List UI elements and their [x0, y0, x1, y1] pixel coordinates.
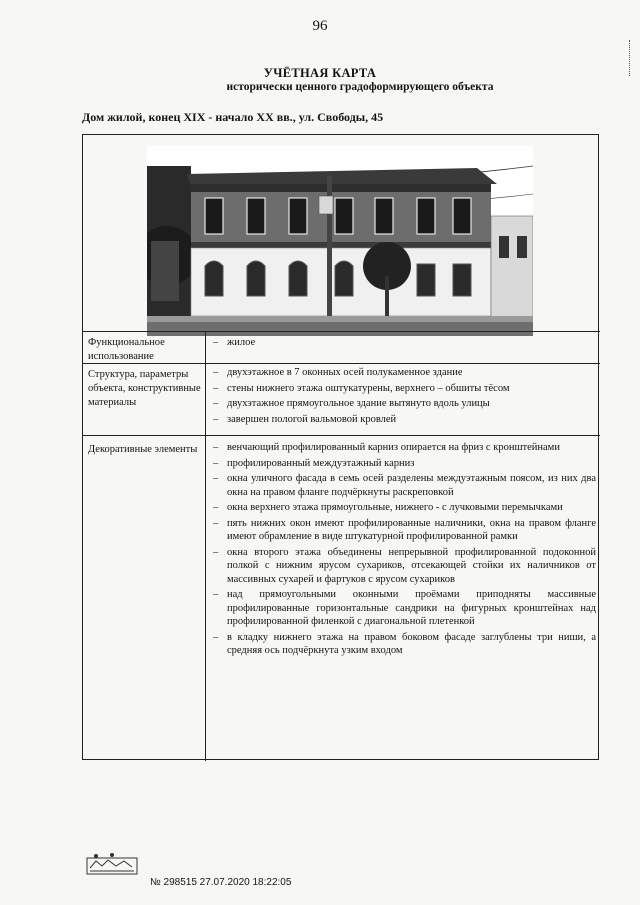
bullet: –	[213, 631, 219, 643]
list-item: – жилое	[213, 337, 256, 348]
bullet: –	[213, 413, 219, 425]
bullet: –	[213, 473, 219, 484]
bullet: –	[213, 546, 219, 558]
bullet: –	[213, 502, 219, 513]
bullet: –	[213, 398, 219, 409]
stamp-icon	[86, 852, 138, 876]
bullet: –	[213, 517, 219, 529]
object-heading: Дом жилой, конец XIX - начало XX вв., ул. Свободы, 45	[82, 110, 384, 124]
page-number: 96	[312, 18, 328, 34]
bullet: –	[213, 457, 219, 469]
bullet: –	[213, 589, 219, 600]
list-item: – завершен пологой вальмовой кровлей	[213, 413, 397, 425]
section-items-function	[211, 336, 596, 352]
list-item: – в кладку нижнего этажа на правом боковом фасаде заглублены три ниши, а средняя ось подчёркнута узким входом	[213, 631, 596, 656]
list-item: – профилированный междуэтажный карниз	[213, 457, 415, 469]
section-label-decor: Декоративные элементы	[88, 444, 198, 455]
building-photo	[147, 146, 533, 336]
list-item: – двухэтажное прямоугольное здание вытянуто вдоль улицы	[213, 398, 490, 409]
list-item: – венчающий профилированный карниз опирается на фриз с кронштейнами	[213, 442, 560, 453]
bullet: –	[213, 442, 219, 453]
list-item: – двухэтажное в 7 оконных осей полукаменное здание	[213, 367, 463, 378]
row-divider	[83, 331, 600, 332]
section-items-decor	[211, 441, 596, 660]
section-items-structure	[211, 366, 596, 428]
bullet: –	[213, 382, 219, 394]
list-item: – окна уличного фасада в семь осей разделены междуэтажным поясом, из них два окна на правом фланге подчёркнуты раскреповкой	[213, 473, 596, 498]
column-divider	[205, 331, 206, 761]
list-item: – окна верхнего этажа прямоугольные, нижнего - с лучковыми перемычками	[213, 502, 563, 513]
document-footer: № 298515 27.07.2020 18:22:05	[150, 877, 292, 888]
bullet: –	[213, 337, 219, 348]
list-item: – пять нижних окон имеют профилированные наличники, окна на правом фланге имеют обрамление в виде штукатурной профилированной рамки	[213, 517, 596, 542]
document-subtitle: исторически ценного градоформирующего объекта	[226, 81, 494, 93]
row-divider	[83, 435, 600, 436]
record-card	[82, 134, 599, 760]
section-label-function: Функциональное использование	[88, 337, 165, 362]
list-item: – окна второго этажа объединены непрерывной профилированной подоконной полкой с нижним ярусом сухариков, отсекающей стойки их наличников от массивных сухарей и фартуков с ярусом сухариков	[213, 546, 596, 585]
bullet: –	[213, 367, 219, 378]
document-title: УЧЁТНАЯ КАРТА	[263, 66, 377, 80]
list-item: – стены нижнего этажа оштукатурены, верхнего – обшиты тёсом	[213, 382, 510, 394]
list-item: – над прямоугольными оконными проёмами приподняты массивные профилированные горизонтальные сандрики на фигурных кронштейнах над профилированной филенкой с диагональной плетенкой	[213, 589, 596, 627]
section-label-structure: Структура, параметры объекта, конструктивные материалы	[88, 369, 201, 408]
